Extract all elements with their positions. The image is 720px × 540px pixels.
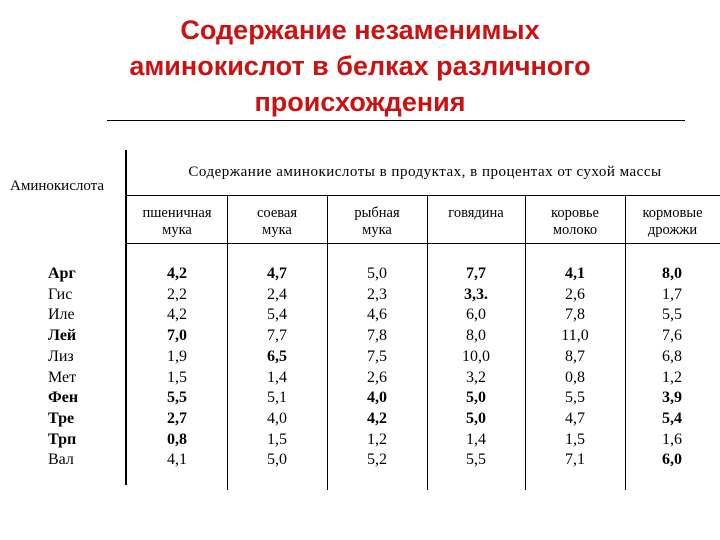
amino-acid-name: Тре [48, 409, 75, 427]
table-cell: 0,8 [167, 430, 187, 448]
amino-acid-column-header: Аминокислота [10, 178, 105, 194]
table-cell: 3,3. [464, 285, 488, 303]
table-row [0, 263, 720, 284]
super-header-rule [127, 195, 720, 196]
table-cell: 5,0 [267, 451, 287, 469]
table-cell: 5,1 [267, 389, 287, 407]
table-cell: 1,7 [662, 285, 682, 303]
column-header-wheat-flour: пшеничная мука [142, 205, 212, 238]
table-row [0, 325, 720, 346]
table-cell: 4,0 [267, 409, 287, 427]
table-cell: 1,5 [267, 430, 287, 448]
table-row [0, 284, 720, 305]
table-row [0, 346, 720, 367]
table-cell: 10,0 [462, 347, 490, 365]
table-cell: 4,7 [565, 409, 585, 427]
table-cell: 7,6 [662, 327, 682, 345]
amino-acid-name: Иле [48, 306, 75, 324]
table-cell: 7,0 [167, 327, 187, 345]
table-cell: 4,2 [167, 306, 187, 324]
table-cell: 4,6 [367, 306, 387, 324]
table-cell: 6,8 [662, 347, 682, 365]
title-underline [107, 120, 685, 121]
table-cell: 4,0 [367, 389, 387, 407]
table-cell: 4,2 [367, 409, 387, 427]
table-cell: 4,2 [167, 265, 187, 282]
table-cell: 6,5 [267, 347, 287, 365]
amino-acid-name: Трп [48, 430, 77, 448]
table-cell: 1,2 [367, 430, 387, 448]
table-cell: 3,2 [466, 368, 486, 386]
amino-acid-name: Лиз [48, 347, 74, 365]
table-cell: 1,4 [466, 430, 486, 448]
column-header-fish-meal: рыбная мука [354, 205, 400, 238]
table-cell: 7,7 [267, 327, 287, 345]
table-cell: 6,0 [466, 306, 486, 324]
table-cell: 5,5 [565, 389, 585, 407]
table-cell: 1,9 [167, 347, 187, 365]
table-cell: 5,4 [267, 306, 287, 324]
table-cell: 5,0 [367, 265, 387, 282]
header-bottom-rule [127, 243, 720, 244]
table-row [0, 367, 720, 388]
table-cell: 4,1 [565, 265, 585, 282]
table-cell: 7,5 [367, 347, 387, 365]
table-cell: 1,5 [565, 430, 585, 448]
title-line-1: Содержание незаменимых [180, 15, 540, 45]
table-cell: 1,2 [662, 368, 682, 386]
table-cell: 8,7 [565, 347, 585, 365]
amino-acid-name: Арг [48, 265, 76, 282]
table-cell: 4,1 [167, 451, 187, 469]
column-header-fodder-yeast: кормовые дрожжи [642, 205, 703, 238]
table-cell: 2,6 [565, 285, 585, 303]
table-cell: 11,0 [561, 327, 589, 345]
table-cell: 6,0 [662, 451, 682, 469]
table-cell: 1,6 [662, 430, 682, 448]
table-cell: 5,5 [466, 451, 486, 469]
table-cell: 1,5 [167, 368, 187, 386]
amino-acid-name: Гис [48, 285, 73, 303]
table-cell: 2,4 [267, 285, 287, 303]
table-cell: 2,6 [367, 368, 387, 386]
table-cell: 5,5 [662, 306, 682, 324]
table-cell: 7,7 [466, 265, 486, 282]
table-cell: 8,0 [662, 265, 682, 282]
slide-title [80, 12, 640, 120]
content-super-header: Содержание аминокислоты в продуктах, в процентах от сухой массы [188, 164, 662, 180]
table-cell: 2,7 [167, 409, 187, 427]
table-row [0, 304, 720, 325]
table-cell: 8,0 [466, 327, 486, 345]
column-header-soy-flour: соевая мука [256, 205, 298, 238]
table-cell: 5,0 [466, 409, 486, 427]
table-cell: 5,4 [662, 409, 682, 427]
table-row [0, 429, 720, 450]
table-cell: 7,8 [565, 306, 585, 324]
amino-acid-name: Вал [48, 451, 74, 469]
table-row [0, 387, 720, 408]
table-cell: 7,8 [367, 327, 387, 345]
amino-acid-name: Лей [48, 327, 77, 345]
column-header-beef: говядина [448, 205, 504, 221]
table-cell: 4,7 [267, 265, 287, 282]
column-header-cow-milk: коровье молоко [551, 205, 599, 238]
table-cell: 1,4 [267, 368, 287, 386]
title-line-2: аминокислот в белках различного [129, 51, 591, 81]
amino-acid-name: Мет [48, 368, 77, 386]
table-cell: 5,0 [466, 389, 486, 407]
table-cell: 3,9 [662, 389, 682, 407]
title-line-3: происхождения [254, 87, 466, 117]
table-cell: 2,3 [367, 285, 387, 303]
table-cell: 5,5 [167, 389, 187, 407]
table-cell: 5,2 [367, 451, 387, 469]
table-row [0, 449, 720, 470]
table-cell: 0,8 [565, 368, 585, 386]
table-cell: 2,2 [167, 285, 187, 303]
table-row [0, 408, 720, 429]
amino-acid-name: Фен [48, 389, 79, 407]
table-cell: 7,1 [565, 451, 585, 469]
